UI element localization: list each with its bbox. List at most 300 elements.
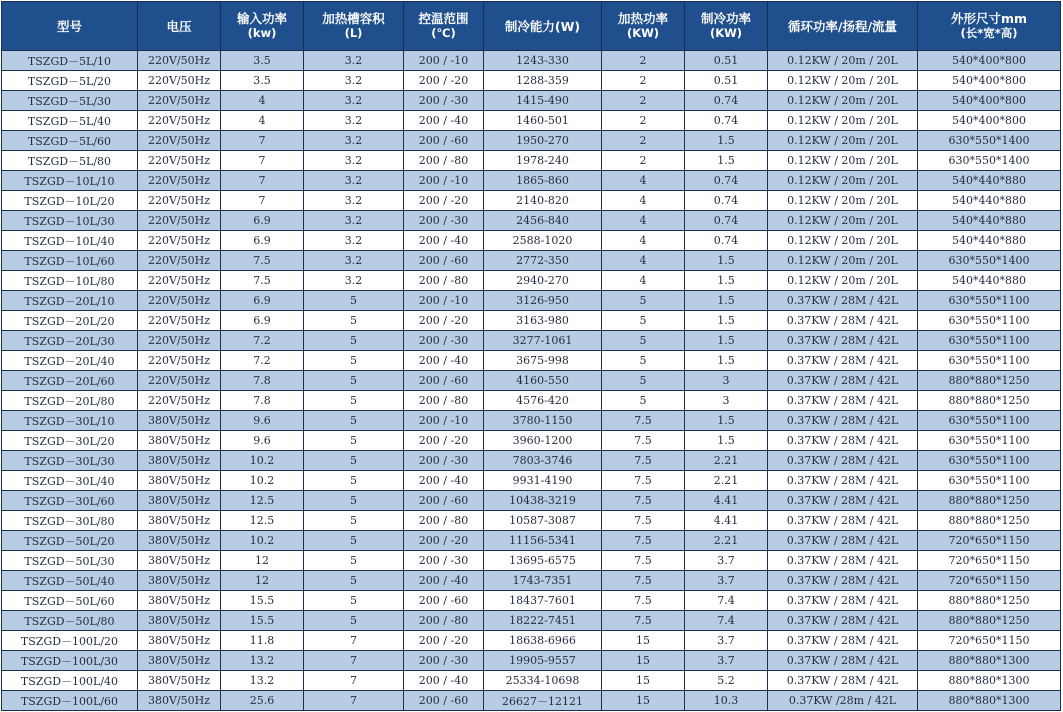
cell-cooling-power: 1.5 bbox=[685, 251, 768, 271]
header-tank-volume-unit: (L) bbox=[344, 26, 363, 40]
cell-heating-power: 5 bbox=[602, 351, 685, 371]
cell-cooling-capacity: 26627－12121 bbox=[484, 691, 602, 711]
cell-dimensions: 630*550*1400 bbox=[918, 251, 1061, 271]
cell-dimensions: 540*440*880 bbox=[918, 171, 1061, 191]
cell-voltage: 220V/50Hz bbox=[138, 111, 221, 131]
cell-heating-power: 5 bbox=[602, 371, 685, 391]
cell-dimensions: 880*880*1250 bbox=[918, 611, 1061, 631]
header-dimensions-unit: (长*宽*高) bbox=[960, 26, 1018, 40]
cell-cooling-capacity: 3126-950 bbox=[484, 291, 602, 311]
cell-cooling-power: 1.5 bbox=[685, 411, 768, 431]
cell-heating-power: 2 bbox=[602, 111, 685, 131]
cell-tank-volume: 5 bbox=[304, 531, 404, 551]
cell-dimensions: 880*880*1300 bbox=[918, 691, 1061, 711]
cell-circulation: 0.12KW / 20m / 20L bbox=[768, 191, 918, 211]
cell-model: TSZGD－10L/10 bbox=[2, 171, 138, 191]
cell-model: TSZGD－100L/60 bbox=[2, 691, 138, 711]
cell-dimensions: 630*550*1400 bbox=[918, 131, 1061, 151]
cell-temp-range: 200 / -30 bbox=[404, 651, 484, 671]
cell-model: TSZGD－20L/20 bbox=[2, 311, 138, 331]
cell-voltage: 220V/50Hz bbox=[138, 251, 221, 271]
cell-voltage: 380V/50Hz bbox=[138, 411, 221, 431]
cell-temp-range: 200 / -10 bbox=[404, 411, 484, 431]
cell-cooling-capacity: 4160-550 bbox=[484, 371, 602, 391]
cell-cooling-capacity: 1460-501 bbox=[484, 111, 602, 131]
cell-circulation: 0.37KW / 28M / 42L bbox=[768, 551, 918, 571]
cell-tank-volume: 5 bbox=[304, 351, 404, 371]
cell-voltage: 380V/50Hz bbox=[138, 531, 221, 551]
cell-input-power: 7.5 bbox=[221, 251, 304, 271]
cell-input-power: 3.5 bbox=[221, 71, 304, 91]
cell-model: TSZGD－50L/80 bbox=[2, 611, 138, 631]
cell-temp-range: 200 / -80 bbox=[404, 391, 484, 411]
cell-dimensions: 720*650*1150 bbox=[918, 531, 1061, 551]
cell-voltage: 220V/50Hz bbox=[138, 311, 221, 331]
cell-voltage: 220V/50Hz bbox=[138, 271, 221, 291]
cell-heating-power: 15 bbox=[602, 631, 685, 651]
cell-input-power: 10.2 bbox=[221, 451, 304, 471]
cell-circulation: 0.37KW / 28M / 42L bbox=[768, 371, 918, 391]
cell-voltage: 220V/50Hz bbox=[138, 351, 221, 371]
cell-model: TSZGD－10L/30 bbox=[2, 211, 138, 231]
cell-dimensions: 880*880*1250 bbox=[918, 511, 1061, 531]
cell-heating-power: 7.5 bbox=[602, 611, 685, 631]
cell-cooling-power: 3.7 bbox=[685, 631, 768, 651]
table-row bbox=[2, 371, 1061, 391]
cell-cooling-power: 0.74 bbox=[685, 211, 768, 231]
cell-heating-power: 15 bbox=[602, 691, 685, 711]
cell-model: TSZGD－5L/20 bbox=[2, 71, 138, 91]
cell-heating-power: 7.5 bbox=[602, 531, 685, 551]
cell-input-power: 6.9 bbox=[221, 231, 304, 251]
cell-temp-range: 200 / -80 bbox=[404, 511, 484, 531]
cell-cooling-power: 1.5 bbox=[685, 431, 768, 451]
cell-tank-volume: 3.2 bbox=[304, 171, 404, 191]
cell-model: TSZGD－5L/40 bbox=[2, 111, 138, 131]
cell-dimensions: 630*550*1100 bbox=[918, 311, 1061, 331]
cell-dimensions: 630*550*1400 bbox=[918, 151, 1061, 171]
cell-cooling-power: 1.5 bbox=[685, 131, 768, 151]
table-row bbox=[2, 171, 1061, 191]
header-tank-volume bbox=[304, 2, 404, 51]
cell-model: TSZGD－30L/60 bbox=[2, 491, 138, 511]
cell-cooling-capacity: 2940-270 bbox=[484, 271, 602, 291]
cell-tank-volume: 5 bbox=[304, 391, 404, 411]
cell-temp-range: 200 / -10 bbox=[404, 171, 484, 191]
cell-voltage: 220V/50Hz bbox=[138, 391, 221, 411]
cell-voltage: 380V/50Hz bbox=[138, 671, 221, 691]
cell-input-power: 9.6 bbox=[221, 431, 304, 451]
cell-dimensions: 880*880*1250 bbox=[918, 591, 1061, 611]
table-body bbox=[2, 51, 1061, 711]
cell-input-power: 7.2 bbox=[221, 351, 304, 371]
cell-circulation: 0.37KW /28m / 42L bbox=[768, 691, 918, 711]
cell-circulation: 0.12KW / 20m / 20L bbox=[768, 131, 918, 151]
table-row bbox=[2, 671, 1061, 691]
cell-cooling-capacity: 9931-4190 bbox=[484, 471, 602, 491]
cell-voltage: 380V/50Hz bbox=[138, 571, 221, 591]
table-row bbox=[2, 691, 1061, 711]
cell-cooling-power: 10.3 bbox=[685, 691, 768, 711]
cell-voltage: 380V/50Hz bbox=[138, 551, 221, 571]
cell-dimensions: 540*440*880 bbox=[918, 191, 1061, 211]
cell-cooling-capacity: 2772-350 bbox=[484, 251, 602, 271]
cell-circulation: 0.37KW / 28M / 42L bbox=[768, 491, 918, 511]
cell-tank-volume: 5 bbox=[304, 591, 404, 611]
cell-input-power: 12.5 bbox=[221, 511, 304, 531]
table-row bbox=[2, 531, 1061, 551]
table-row bbox=[2, 271, 1061, 291]
cell-input-power: 7 bbox=[221, 131, 304, 151]
cell-tank-volume: 3.2 bbox=[304, 51, 404, 71]
cell-circulation: 0.37KW / 28M / 42L bbox=[768, 571, 918, 591]
table-row bbox=[2, 451, 1061, 471]
cell-input-power: 7 bbox=[221, 171, 304, 191]
table-row bbox=[2, 51, 1061, 71]
cell-temp-range: 200 / -80 bbox=[404, 611, 484, 631]
cell-dimensions: 630*550*1100 bbox=[918, 291, 1061, 311]
cell-cooling-capacity: 2140-820 bbox=[484, 191, 602, 211]
table-row bbox=[2, 71, 1061, 91]
cell-voltage: 220V/50Hz bbox=[138, 331, 221, 351]
cell-temp-range: 200 / -60 bbox=[404, 591, 484, 611]
cell-heating-power: 7.5 bbox=[602, 551, 685, 571]
cell-dimensions: 540*440*880 bbox=[918, 211, 1061, 231]
cell-temp-range: 200 / -20 bbox=[404, 531, 484, 551]
header-heating-power bbox=[602, 2, 685, 51]
cell-circulation: 0.37KW / 28M / 42L bbox=[768, 471, 918, 491]
cell-cooling-power: 0.74 bbox=[685, 91, 768, 111]
cell-tank-volume: 7 bbox=[304, 691, 404, 711]
header-model-label: 型号 bbox=[56, 18, 82, 34]
cell-model: TSZGD－5L/10 bbox=[2, 51, 138, 71]
cell-circulation: 0.12KW / 20m / 20L bbox=[768, 211, 918, 231]
cell-tank-volume: 3.2 bbox=[304, 111, 404, 131]
cell-temp-range: 200 / -30 bbox=[404, 451, 484, 471]
cell-circulation: 0.37KW / 28M / 42L bbox=[768, 351, 918, 371]
header-circulation bbox=[768, 2, 918, 51]
cell-cooling-capacity: 3780-1150 bbox=[484, 411, 602, 431]
cell-dimensions: 540*400*800 bbox=[918, 51, 1061, 71]
header-tank-volume-label: 加热槽容积 bbox=[322, 11, 385, 26]
cell-cooling-power: 0.74 bbox=[685, 171, 768, 191]
cell-voltage: 380V/50Hz bbox=[138, 471, 221, 491]
header-cooling-power bbox=[685, 2, 768, 51]
cell-heating-power: 7.5 bbox=[602, 431, 685, 451]
cell-heating-power: 2 bbox=[602, 91, 685, 111]
cell-tank-volume: 5 bbox=[304, 371, 404, 391]
cell-model: TSZGD－30L/20 bbox=[2, 431, 138, 451]
cell-temp-range: 200 / -10 bbox=[404, 291, 484, 311]
header-input-power bbox=[221, 2, 304, 51]
cell-cooling-power: 0.74 bbox=[685, 111, 768, 131]
cell-tank-volume: 5 bbox=[304, 491, 404, 511]
cell-dimensions: 880*880*1250 bbox=[918, 391, 1061, 411]
cell-dimensions: 630*550*1100 bbox=[918, 451, 1061, 471]
cell-input-power: 12 bbox=[221, 551, 304, 571]
cell-circulation: 0.12KW / 20m / 20L bbox=[768, 171, 918, 191]
cell-input-power: 7.5 bbox=[221, 271, 304, 291]
cell-heating-power: 7.5 bbox=[602, 451, 685, 471]
cell-dimensions: 720*650*1150 bbox=[918, 631, 1061, 651]
cell-heating-power: 7.5 bbox=[602, 491, 685, 511]
header-voltage bbox=[138, 2, 221, 51]
cell-tank-volume: 3.2 bbox=[304, 191, 404, 211]
cell-cooling-capacity: 10438-3219 bbox=[484, 491, 602, 511]
header-temp-range-label: 控温范围 bbox=[418, 11, 469, 26]
cell-input-power: 15.5 bbox=[221, 591, 304, 611]
spec-table bbox=[1, 1, 1061, 711]
cell-circulation: 0.12KW / 20m / 20L bbox=[768, 151, 918, 171]
cell-voltage: 220V/50Hz bbox=[138, 151, 221, 171]
cell-circulation: 0.12KW / 20m / 20L bbox=[768, 271, 918, 291]
cell-input-power: 13.2 bbox=[221, 651, 304, 671]
table-row bbox=[2, 491, 1061, 511]
cell-cooling-power: 1.5 bbox=[685, 311, 768, 331]
cell-cooling-capacity: 2588-1020 bbox=[484, 231, 602, 251]
cell-voltage: 220V/50Hz bbox=[138, 71, 221, 91]
cell-cooling-capacity: 25334-10698 bbox=[484, 671, 602, 691]
header-cooling-power-label: 制冷功率 bbox=[700, 11, 751, 26]
cell-input-power: 12.5 bbox=[221, 491, 304, 511]
cell-cooling-power: 1.5 bbox=[685, 351, 768, 371]
cell-model: TSZGD－30L/10 bbox=[2, 411, 138, 431]
cell-temp-range: 200 / -60 bbox=[404, 251, 484, 271]
cell-model: TSZGD－50L/40 bbox=[2, 571, 138, 591]
table-row bbox=[2, 331, 1061, 351]
cell-cooling-capacity: 1415-490 bbox=[484, 91, 602, 111]
cell-input-power: 7.2 bbox=[221, 331, 304, 351]
cell-cooling-power: 1.5 bbox=[685, 291, 768, 311]
table-row bbox=[2, 651, 1061, 671]
cell-cooling-capacity: 3277-1061 bbox=[484, 331, 602, 351]
cell-dimensions: 540*440*880 bbox=[918, 271, 1061, 291]
cell-temp-range: 200 / -30 bbox=[404, 91, 484, 111]
cell-temp-range: 200 / -60 bbox=[404, 131, 484, 151]
cell-cooling-power: 0.74 bbox=[685, 231, 768, 251]
table-row bbox=[2, 231, 1061, 251]
cell-heating-power: 15 bbox=[602, 651, 685, 671]
cell-temp-range: 200 / -60 bbox=[404, 691, 484, 711]
cell-circulation: 0.37KW / 28M / 42L bbox=[768, 391, 918, 411]
table-row bbox=[2, 251, 1061, 271]
cell-circulation: 0.37KW / 28M / 42L bbox=[768, 611, 918, 631]
cell-cooling-capacity: 3675-998 bbox=[484, 351, 602, 371]
cell-circulation: 0.37KW / 28M / 42L bbox=[768, 671, 918, 691]
cell-temp-range: 200 / -40 bbox=[404, 671, 484, 691]
cell-heating-power: 4 bbox=[602, 231, 685, 251]
cell-input-power: 12 bbox=[221, 571, 304, 591]
cell-input-power: 6.9 bbox=[221, 211, 304, 231]
cell-heating-power: 4 bbox=[602, 171, 685, 191]
cell-circulation: 0.12KW / 20m / 20L bbox=[768, 91, 918, 111]
header-cooling-power-unit: (KW) bbox=[709, 26, 743, 40]
cell-model: TSZGD－5L/30 bbox=[2, 91, 138, 111]
cell-circulation: 0.37KW / 28M / 42L bbox=[768, 411, 918, 431]
cell-cooling-power: 3.7 bbox=[685, 651, 768, 671]
cell-voltage: 220V/50Hz bbox=[138, 171, 221, 191]
cell-model: TSZGD－50L/30 bbox=[2, 551, 138, 571]
cell-circulation: 0.37KW / 28M / 42L bbox=[768, 451, 918, 471]
table-row bbox=[2, 411, 1061, 431]
cell-tank-volume: 7 bbox=[304, 651, 404, 671]
cell-heating-power: 5 bbox=[602, 331, 685, 351]
cell-cooling-power: 1.5 bbox=[685, 331, 768, 351]
header-cooling-capacity-label: 制冷能力(W) bbox=[504, 18, 581, 34]
cell-temp-range: 200 / -20 bbox=[404, 71, 484, 91]
cell-temp-range: 200 / -30 bbox=[404, 551, 484, 571]
cell-heating-power: 2 bbox=[602, 71, 685, 91]
cell-circulation: 0.12KW / 20m / 20L bbox=[768, 111, 918, 131]
cell-cooling-power: 2.21 bbox=[685, 531, 768, 551]
cell-heating-power: 4 bbox=[602, 191, 685, 211]
cell-model: TSZGD－20L/80 bbox=[2, 391, 138, 411]
cell-voltage: 220V/50Hz bbox=[138, 91, 221, 111]
cell-input-power: 6.9 bbox=[221, 311, 304, 331]
header-temp-range-unit: (℃) bbox=[431, 26, 456, 40]
cell-dimensions: 630*550*1100 bbox=[918, 351, 1061, 371]
cell-heating-power: 7.5 bbox=[602, 571, 685, 591]
cell-tank-volume: 3.2 bbox=[304, 231, 404, 251]
cell-voltage: 220V/50Hz bbox=[138, 231, 221, 251]
cell-tank-volume: 5 bbox=[304, 471, 404, 491]
cell-model: TSZGD－20L/10 bbox=[2, 291, 138, 311]
cell-temp-range: 200 / -20 bbox=[404, 431, 484, 451]
cell-cooling-power: 4.41 bbox=[685, 511, 768, 531]
cell-tank-volume: 3.2 bbox=[304, 71, 404, 91]
cell-dimensions: 880*880*1250 bbox=[918, 491, 1061, 511]
cell-tank-volume: 3.2 bbox=[304, 151, 404, 171]
cell-temp-range: 200 / -10 bbox=[404, 51, 484, 71]
cell-cooling-power: 3.7 bbox=[685, 571, 768, 591]
cell-temp-range: 200 / -40 bbox=[404, 351, 484, 371]
cell-tank-volume: 7 bbox=[304, 631, 404, 651]
cell-temp-range: 200 / -20 bbox=[404, 631, 484, 651]
cell-input-power: 7 bbox=[221, 191, 304, 211]
cell-dimensions: 630*550*1100 bbox=[918, 431, 1061, 451]
cell-input-power: 9.6 bbox=[221, 411, 304, 431]
cell-tank-volume: 5 bbox=[304, 291, 404, 311]
header-cooling-capacity bbox=[484, 2, 602, 51]
cell-temp-range: 200 / -80 bbox=[404, 271, 484, 291]
cell-cooling-power: 5.2 bbox=[685, 671, 768, 691]
cell-heating-power: 7.5 bbox=[602, 411, 685, 431]
cell-model: TSZGD－10L/60 bbox=[2, 251, 138, 271]
table-row bbox=[2, 151, 1061, 171]
cell-cooling-capacity: 1978-240 bbox=[484, 151, 602, 171]
cell-input-power: 7 bbox=[221, 151, 304, 171]
cell-model: TSZGD－30L/40 bbox=[2, 471, 138, 491]
table-row bbox=[2, 351, 1061, 371]
cell-cooling-power: 0.51 bbox=[685, 71, 768, 91]
cell-temp-range: 200 / -20 bbox=[404, 191, 484, 211]
cell-cooling-power: 3.7 bbox=[685, 551, 768, 571]
cell-cooling-power: 7.4 bbox=[685, 591, 768, 611]
cell-input-power: 6.9 bbox=[221, 291, 304, 311]
cell-cooling-capacity: 1243-330 bbox=[484, 51, 602, 71]
table-row bbox=[2, 551, 1061, 571]
cell-circulation: 0.12KW / 20m / 20L bbox=[768, 71, 918, 91]
cell-tank-volume: 5 bbox=[304, 451, 404, 471]
cell-heating-power: 7.5 bbox=[602, 511, 685, 531]
cell-tank-volume: 5 bbox=[304, 431, 404, 451]
table-row bbox=[2, 111, 1061, 131]
cell-cooling-capacity: 18437-7601 bbox=[484, 591, 602, 611]
cell-model: TSZGD－50L/20 bbox=[2, 531, 138, 551]
cell-temp-range: 200 / -60 bbox=[404, 371, 484, 391]
cell-circulation: 0.12KW / 20m / 20L bbox=[768, 251, 918, 271]
table-row bbox=[2, 511, 1061, 531]
cell-dimensions: 630*550*1100 bbox=[918, 331, 1061, 351]
cell-cooling-power: 1.5 bbox=[685, 151, 768, 171]
cell-input-power: 7.8 bbox=[221, 391, 304, 411]
cell-model: TSZGD－30L/80 bbox=[2, 511, 138, 531]
table-row bbox=[2, 391, 1061, 411]
cell-circulation: 0.37KW / 28M / 42L bbox=[768, 651, 918, 671]
cell-circulation: 0.37KW / 28M / 42L bbox=[768, 331, 918, 351]
cell-model: TSZGD－10L/20 bbox=[2, 191, 138, 211]
cell-cooling-power: 2.21 bbox=[685, 471, 768, 491]
cell-model: TSZGD－5L/60 bbox=[2, 131, 138, 151]
cell-cooling-capacity: 13695-6575 bbox=[484, 551, 602, 571]
cell-cooling-capacity: 1743-7351 bbox=[484, 571, 602, 591]
cell-circulation: 0.12KW / 20m / 20L bbox=[768, 231, 918, 251]
cell-temp-range: 200 / -60 bbox=[404, 491, 484, 511]
cell-tank-volume: 5 bbox=[304, 511, 404, 531]
cell-cooling-power: 3 bbox=[685, 391, 768, 411]
header-temp-range bbox=[404, 2, 484, 51]
cell-heating-power: 2 bbox=[602, 51, 685, 71]
cell-cooling-capacity: 11156-5341 bbox=[484, 531, 602, 551]
cell-cooling-power: 1.5 bbox=[685, 271, 768, 291]
header-circulation-label: 循环功率/扬程/流量 bbox=[787, 18, 898, 34]
cell-dimensions: 880*880*1250 bbox=[918, 371, 1061, 391]
cell-voltage: 380V/50Hz bbox=[138, 691, 221, 711]
cell-circulation: 0.37KW / 28M / 42L bbox=[768, 511, 918, 531]
cell-heating-power: 7.5 bbox=[602, 471, 685, 491]
cell-cooling-capacity: 18638-6966 bbox=[484, 631, 602, 651]
header-dimensions-label: 外形尺寸mm bbox=[950, 11, 1028, 26]
cell-tank-volume: 3.2 bbox=[304, 211, 404, 231]
cell-voltage: 380V/50Hz bbox=[138, 611, 221, 631]
cell-voltage: 380V/50Hz bbox=[138, 491, 221, 511]
cell-temp-range: 200 / -40 bbox=[404, 231, 484, 251]
table-row bbox=[2, 131, 1061, 151]
header-heating-power-label: 加热功率 bbox=[617, 11, 668, 26]
cell-temp-range: 200 / -20 bbox=[404, 311, 484, 331]
cell-heating-power: 15 bbox=[602, 671, 685, 691]
cell-circulation: 0.37KW / 28M / 42L bbox=[768, 431, 918, 451]
cell-heating-power: 7.5 bbox=[602, 591, 685, 611]
cell-temp-range: 200 / -40 bbox=[404, 571, 484, 591]
cell-model: TSZGD－20L/30 bbox=[2, 331, 138, 351]
cell-voltage: 380V/50Hz bbox=[138, 591, 221, 611]
cell-tank-volume: 7 bbox=[304, 671, 404, 691]
cell-dimensions: 540*400*800 bbox=[918, 91, 1061, 111]
cell-voltage: 220V/50Hz bbox=[138, 131, 221, 151]
table-header bbox=[2, 2, 1061, 51]
cell-model: TSZGD－100L/20 bbox=[2, 631, 138, 651]
cell-model: TSZGD－100L/30 bbox=[2, 651, 138, 671]
table-row bbox=[2, 591, 1061, 611]
table-row bbox=[2, 311, 1061, 331]
table-row bbox=[2, 471, 1061, 491]
cell-dimensions: 880*880*1300 bbox=[918, 651, 1061, 671]
cell-tank-volume: 3.2 bbox=[304, 251, 404, 271]
cell-voltage: 380V/50Hz bbox=[138, 651, 221, 671]
cell-dimensions: 630*550*1100 bbox=[918, 411, 1061, 431]
table-row bbox=[2, 91, 1061, 111]
